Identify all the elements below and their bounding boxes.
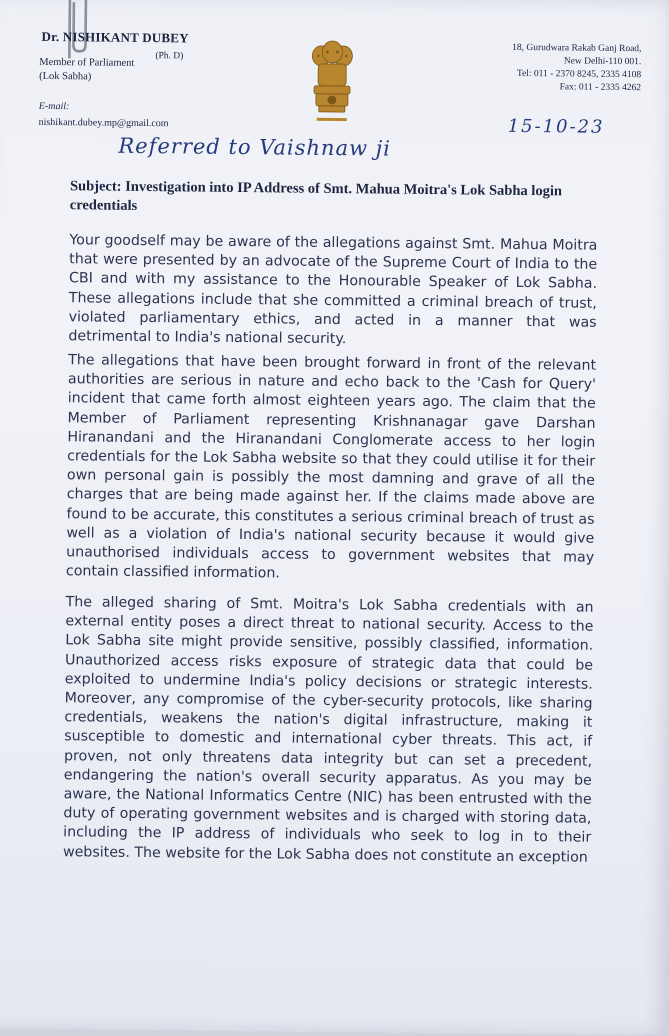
telephone: Tel: 011 - 2370 8245, 2335 4108: [516, 68, 642, 81]
fax: Fax: 011 - 2335 4262: [559, 82, 642, 94]
sender-name: Dr. NISHIKANT DUBEY: [41, 28, 189, 46]
sender-degree: (Ph. D): [155, 51, 184, 62]
national-emblem-icon: [305, 38, 360, 131]
address-line: 18, Gurudwara Rakab Ganj Road,: [512, 42, 642, 55]
body-paragraph-3: The alleged sharing of Smt. Moitra's Lok Sabha credentials with an external entity poses a direct threat to national security. Access to the Lok Sabha site might provide sensitive, possibly classified, information. Unauthorized access risks exposure of strategic data that could be exploited to undermine India's policy decisions or strategic interests. Moreover, any compromise of the cyber-security protocols, like sharing credentials, weakens the nation's digital infrastructure, making it susceptible to domestic and international cyber threats. This act, if proven, not only threatens data integrity but can set a precedent, endangering the nation's overall security apparatus. As you may be aware, the National Informatics Centre (NIC) has been entrusted with the duty of operating government websites and is charged with storing data, including the IP address of individuals who seek to log in to their websites. The website for the Lok Sabha does not constitute an exception: [62, 594, 594, 866]
email-address: nishikant.dubey.mp@gmail.com: [38, 116, 169, 130]
sender-role: Member of Parliament: [39, 56, 135, 69]
sender-house: (Lok Sabha): [39, 70, 92, 83]
address-line: New Delhi-110 001.: [563, 56, 642, 68]
address-block: [461, 41, 642, 95]
email-label: E-mail:: [38, 100, 70, 113]
letter-subject: Subject: Investigation into IP Address of Smt. Mahua Moitra's Lok Sabha login credentials: [69, 178, 563, 214]
body-paragraph-2: The allegations that have been brought forward in front of the relevant authorities are serious in nature and echo back to the 'Cash for Query' incident that came forth almost eighteen years ago. The claim that the Member of Parliament representing Krishnanagar gave Darshan Hiranandani and the Hiranandani Conglomerate access to her login credentials for the Lok Sabha website so that they could utilise it for their own personal gain is possibly the most damning and grave of all the charges that are being made against her. If the claims made above are found to be accurate, this constitutes a serious criminal breach of trust as well as a violation of India's national security because it would give unauthorised individuals access to government websites that may contain classified information.: [65, 352, 597, 582]
handwritten-annotation: Referred to Vaishnaw ji: [118, 133, 392, 161]
handwritten-date: 15-10-23: [507, 115, 605, 138]
body-paragraph-1: Your goodself may be aware of the allegations against Smt. Mahua Moitra that were presented by an advocate of the Supreme Court of India to the CBI and with my assistance to the Honourable Speaker of Lok Sabha. These allegations include that she committed a criminal breach of trust, violated parliamentary ethics, and acted in a manner that was detrimental to India's national security.: [68, 232, 598, 348]
